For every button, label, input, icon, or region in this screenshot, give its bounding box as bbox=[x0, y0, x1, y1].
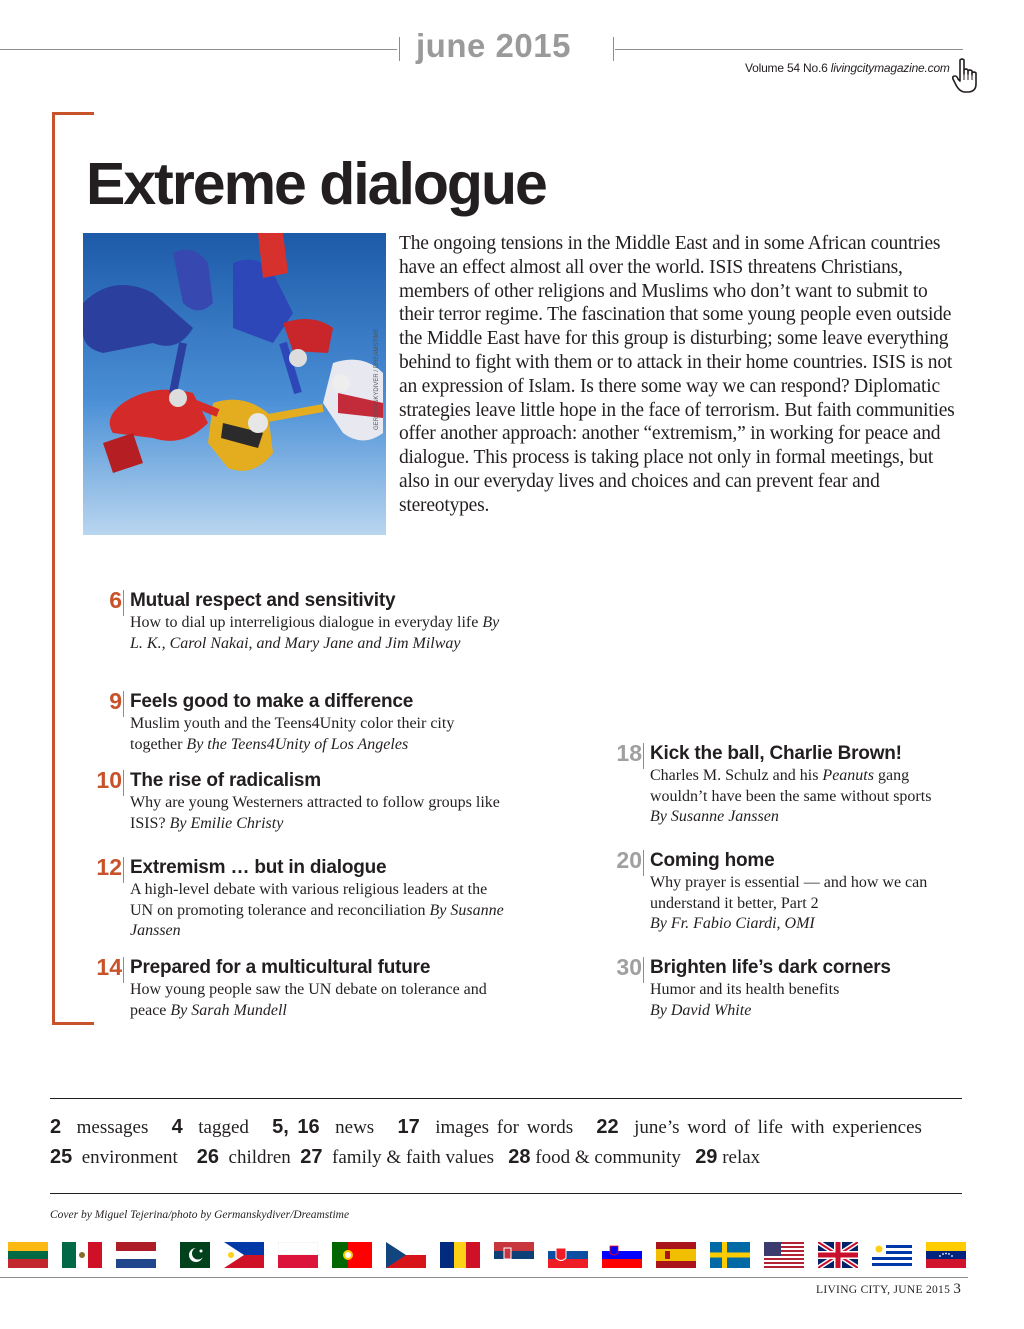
department-item[interactable]: 27 family & faith values bbox=[300, 1146, 495, 1168]
departments-row bbox=[50, 1146, 760, 1169]
toc-entry[interactable] bbox=[96, 954, 510, 1021]
flag-portugal-icon bbox=[332, 1242, 372, 1268]
department-item[interactable]: 2 messages bbox=[50, 1116, 149, 1138]
department-item[interactable]: 22 june’s word of life with experiences bbox=[596, 1116, 922, 1138]
flag-united-kingdom-icon bbox=[818, 1242, 858, 1268]
toc-title: Extremism … but in dialogue bbox=[130, 857, 387, 878]
toc-page-number: 10 bbox=[96, 767, 122, 793]
toc-description: Muslim youth and the Teens4Unity color their city together By the Teens4Unity of Los Angeles bbox=[130, 715, 455, 753]
flag-lithuania-icon bbox=[8, 1242, 48, 1268]
masthead-tick-right bbox=[613, 37, 614, 61]
feature-intro: The ongoing tensions in the Middle East and in some African countries have an effect almost all over the world. ISIS threatens Christians, members of other religions and Muslims who don’t want to submit to their terror regime. The fascination that some young people even outside the Middle East have for this group is disturbing; some leave everything behind to fight with them or to attack in their home countries. ISIS is not an expression of Islam. Is there some way we can respond? Diplomatic strategies leave little hope in the face of terrorism. But faith communities offer another approach: another “extremism,” in working for peace and dialogue. This process is taking place not only in formal meetings, but also in our everyday lives and choices and can prevent fear and stereotypes. bbox=[399, 233, 955, 516]
cover-credit: Cover by Miguel Tejerina/photo by Germanskydiver/Dreamstime bbox=[50, 1209, 350, 1221]
department-item[interactable]: 25 environment bbox=[50, 1146, 178, 1168]
toc-divider bbox=[643, 850, 644, 876]
flag-sweden-icon bbox=[710, 1242, 750, 1268]
flag-czech-republic-icon bbox=[386, 1242, 426, 1268]
flag-philippines-icon bbox=[224, 1242, 264, 1268]
toc-description: A high-level debate with various religious leaders at the UN on promoting tolerance and reconciliation By Susanne Janssen bbox=[130, 881, 504, 939]
flag-uruguay-icon bbox=[872, 1242, 912, 1268]
feature-title: Extreme dialogue bbox=[86, 151, 546, 217]
toc-description: How to dial up interreligious dialogue in everyday life By L. K., Carol Nakai, and Mary Jane and Jim Milway bbox=[130, 614, 500, 652]
toc-entry[interactable] bbox=[109, 587, 510, 654]
hand-pointer-icon bbox=[952, 58, 980, 94]
flag-venezuela-icon bbox=[926, 1242, 966, 1268]
toc-title: Kick the ball, Charlie Brown! bbox=[650, 743, 902, 764]
masthead-tick-left bbox=[399, 37, 400, 61]
toc-title: Prepared for a multicultural future bbox=[130, 957, 431, 978]
department-item[interactable]: 28 food & community bbox=[508, 1146, 681, 1168]
toc-description: How young people saw the UN debate on tolerance and peace By Sarah Mundell bbox=[130, 981, 487, 1019]
toc-title: Feels good to make a difference bbox=[130, 691, 414, 712]
toc-page-number: 18 bbox=[616, 740, 642, 766]
toc-title: Coming home bbox=[650, 850, 775, 871]
toc-page-number: 9 bbox=[109, 688, 122, 714]
skydivers-photo bbox=[83, 233, 386, 535]
toc-page-number: 30 bbox=[616, 954, 642, 980]
toc-divider bbox=[123, 770, 124, 796]
flag-slovakia-icon bbox=[548, 1242, 588, 1268]
toc-entry[interactable] bbox=[96, 767, 515, 834]
toc-divider bbox=[643, 743, 644, 769]
toc-entry[interactable] bbox=[616, 740, 968, 828]
toc-entry[interactable] bbox=[616, 847, 950, 935]
toc-entry[interactable] bbox=[616, 954, 950, 1021]
toc-description: Why prayer is essential — and how we can understand it better, Part 2 By Fr. Fabio Ciardi, OMI bbox=[650, 874, 928, 932]
footer-publication: LIVING CITY, JUNE 2015 bbox=[816, 1284, 951, 1296]
photo-credit: GERMANSKYDIVER / DREAMSTIME bbox=[374, 328, 380, 430]
flag-slovenia-icon bbox=[602, 1242, 642, 1268]
flag-romania-icon bbox=[440, 1242, 480, 1268]
masthead-rule-right bbox=[615, 49, 963, 50]
toc-page-number: 6 bbox=[109, 587, 122, 613]
toc-description: Why are young Westerners attracted to follow groups like ISIS? By Emilie Christy bbox=[130, 794, 500, 832]
accent-bracket bbox=[52, 112, 55, 1025]
toc-entry[interactable] bbox=[96, 854, 510, 942]
toc-title: The rise of radicalism bbox=[130, 770, 321, 791]
toc-divider bbox=[123, 691, 124, 717]
flag-mexico-icon bbox=[62, 1242, 102, 1268]
toc-page-number: 14 bbox=[96, 954, 122, 980]
accent-bracket-top bbox=[52, 112, 94, 115]
website-link[interactable]: livingcitymagazine.com bbox=[830, 61, 950, 75]
toc-divider bbox=[123, 857, 124, 883]
department-item[interactable]: 26 children bbox=[196, 1146, 291, 1168]
toc-page-number: 20 bbox=[616, 847, 642, 873]
flag-netherlands-icon bbox=[116, 1242, 156, 1268]
department-item[interactable]: 5, 16 news bbox=[272, 1116, 375, 1138]
footer-page-number: 3 bbox=[953, 1281, 962, 1297]
toc-divider bbox=[123, 957, 124, 983]
toc-divider bbox=[643, 957, 644, 983]
masthead-rule-left bbox=[0, 49, 397, 50]
page-footer bbox=[816, 1281, 961, 1298]
volume-info bbox=[745, 61, 950, 75]
toc-description: Humor and its health benefits By David White bbox=[650, 981, 840, 1019]
toc-page-number: 12 bbox=[96, 854, 122, 880]
volume-number: Volume 54 No.6 bbox=[745, 61, 828, 75]
department-item[interactable]: 17 images for words bbox=[397, 1116, 574, 1138]
flags-rule bbox=[0, 1277, 968, 1278]
flag-serbia-icon bbox=[494, 1242, 534, 1268]
departments-rule-bottom bbox=[50, 1193, 962, 1194]
toc-title: Brighten life’s dark corners bbox=[650, 957, 891, 978]
flag-spain-icon bbox=[656, 1242, 696, 1268]
toc-entry[interactable] bbox=[109, 688, 510, 755]
toc-description: Charles M. Schulz and his Peanuts gang wouldn’t have been the same without sports By Susanne Janssen bbox=[650, 767, 932, 825]
flag-poland-icon bbox=[278, 1242, 318, 1268]
toc-title: Mutual respect and sensitivity bbox=[130, 590, 396, 611]
department-item[interactable]: 4 tagged bbox=[171, 1116, 249, 1138]
issue-month: june 2015 bbox=[416, 27, 571, 64]
departments-rule-top bbox=[50, 1098, 962, 1099]
flag-united-states-icon bbox=[764, 1242, 804, 1268]
flag-pakistan-icon bbox=[170, 1242, 210, 1268]
toc-divider bbox=[123, 590, 124, 616]
accent-bracket-bottom bbox=[52, 1022, 94, 1025]
department-item[interactable]: 29 relax bbox=[695, 1146, 761, 1168]
departments-row bbox=[50, 1116, 922, 1139]
flags-row bbox=[8, 1242, 968, 1270]
